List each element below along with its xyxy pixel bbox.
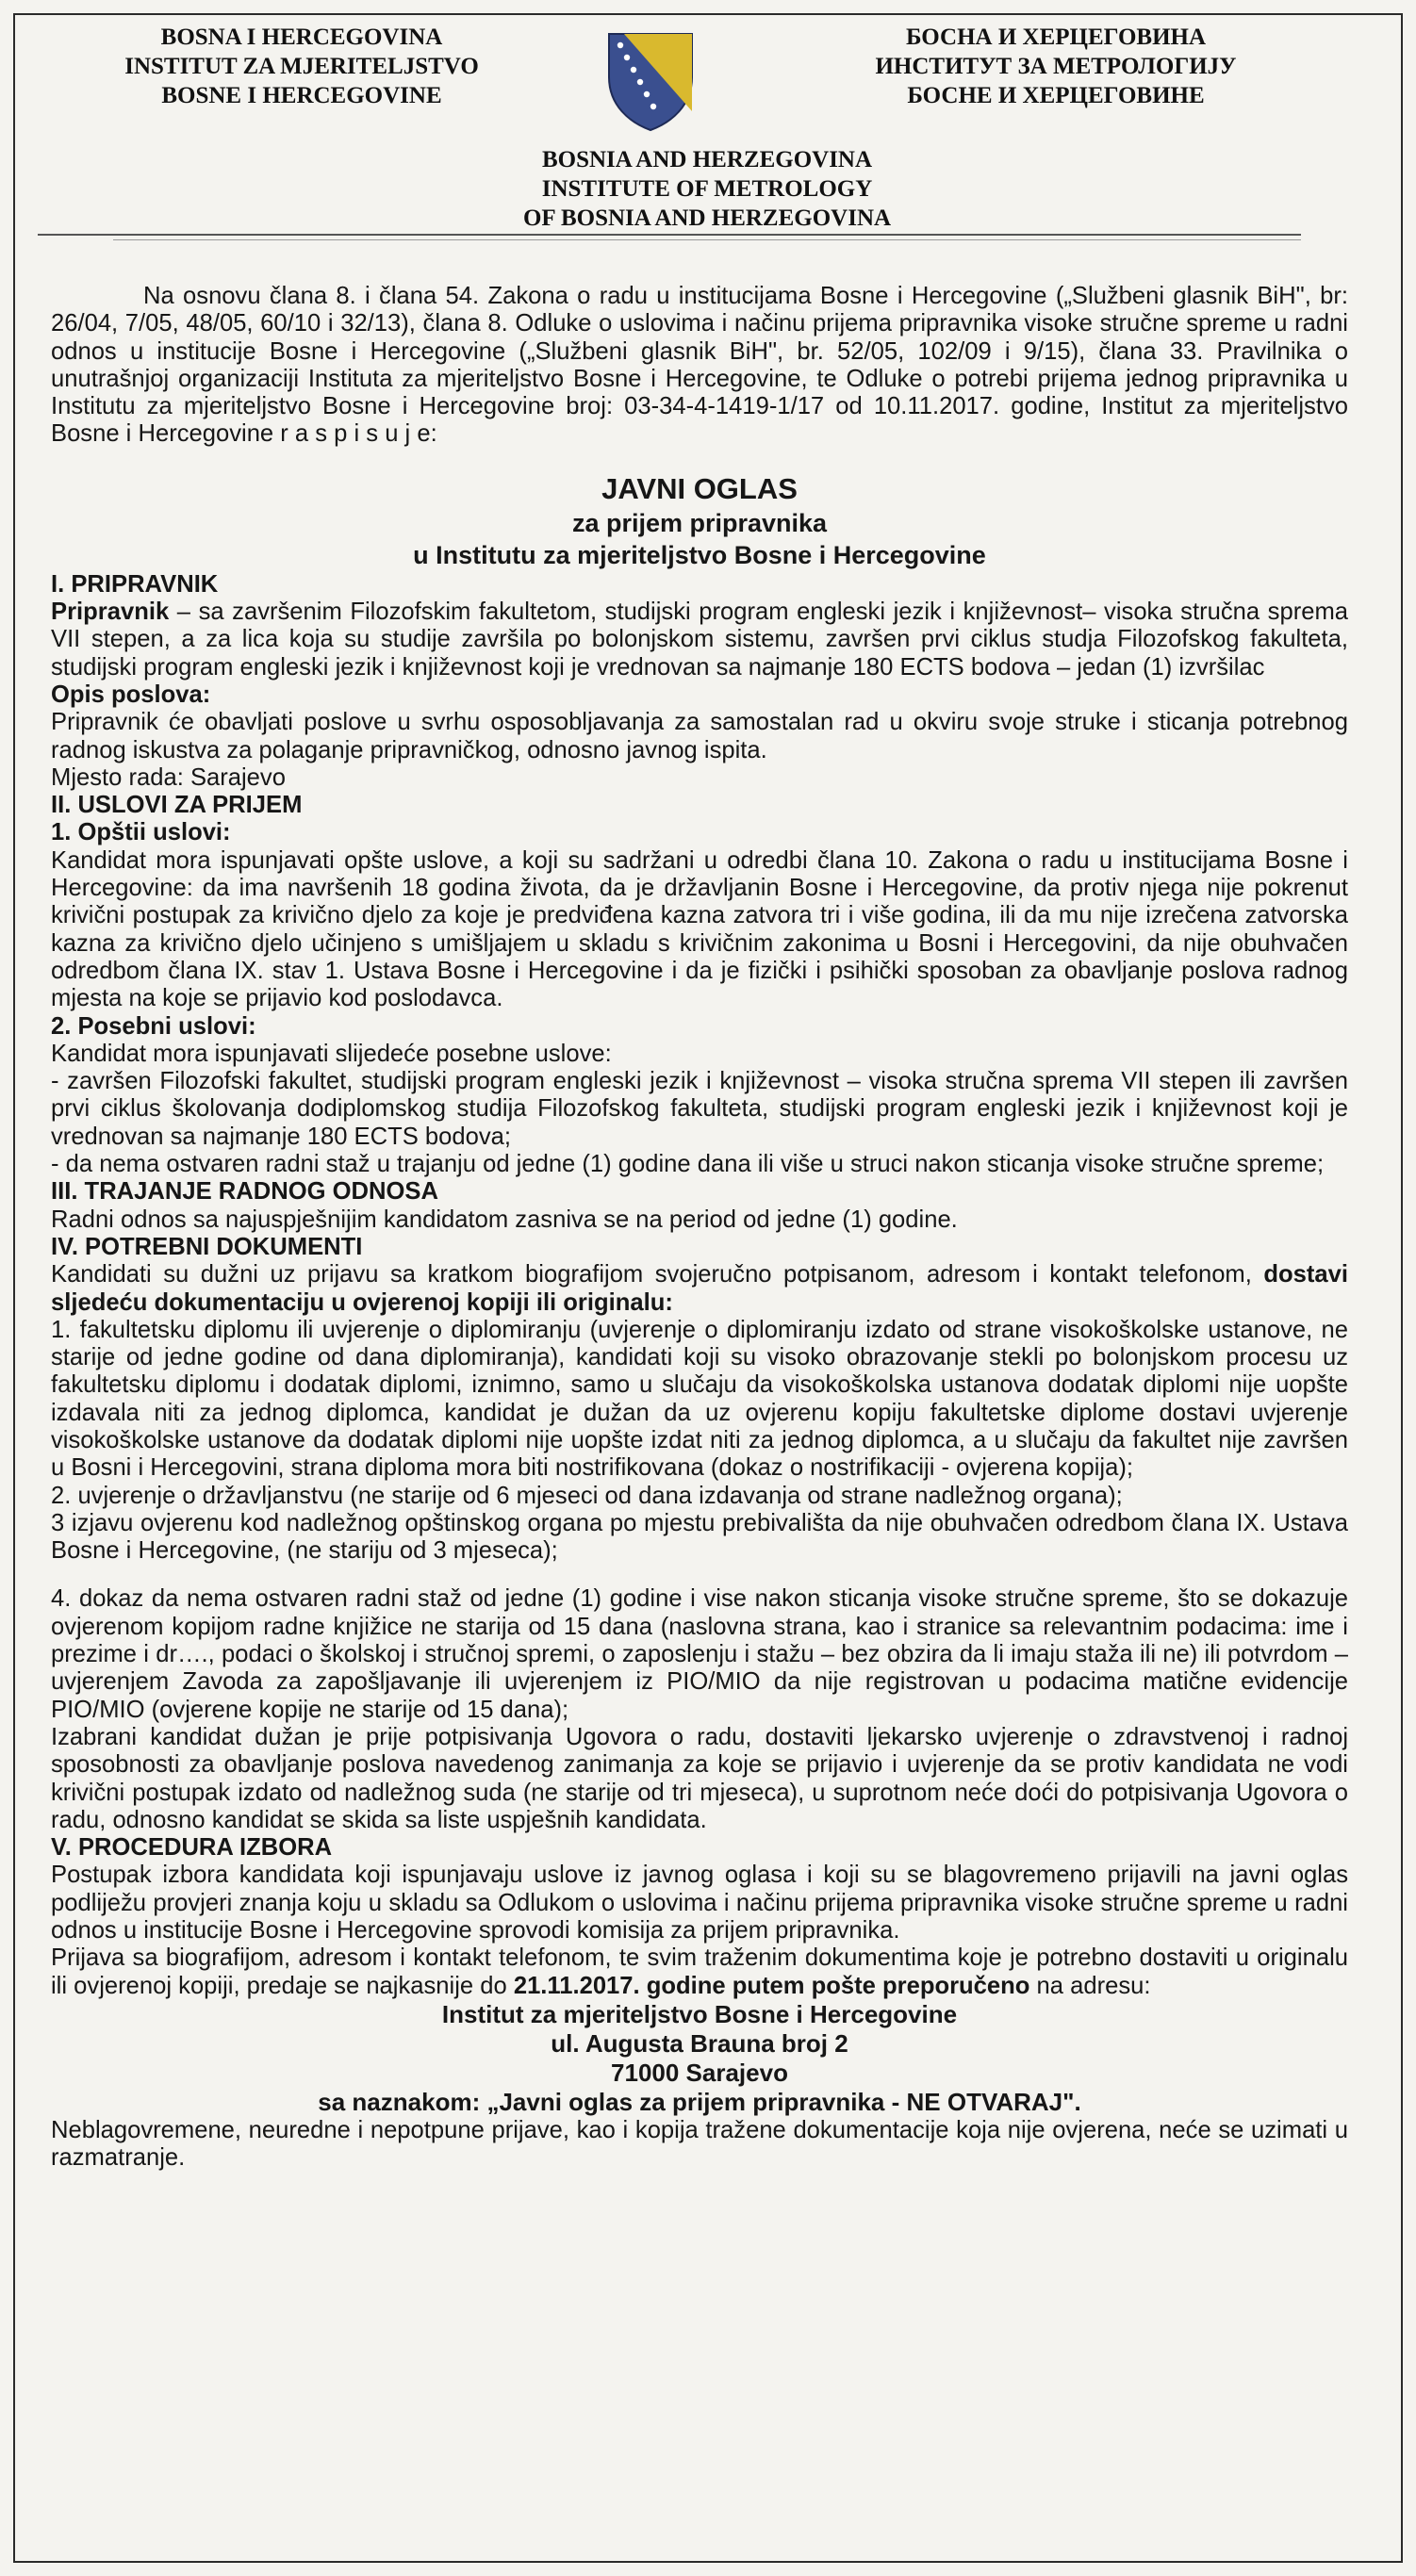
- address-line: ul. Augusta Brauna broj 2: [551, 2028, 848, 2058]
- letterhead-line: INSTITUTE OF METROLOGY: [541, 176, 873, 202]
- document-body: [51, 283, 1348, 2173]
- bih-coat-of-arms-icon: [603, 30, 698, 134]
- documents-intro: [51, 1261, 1348, 1317]
- subsection-heading: Opis poslova:: [51, 681, 211, 708]
- notice-title: JAVNI OGLAS: [601, 471, 798, 505]
- procedure-text: Postupak izbora kandidata koji ispunjavaju uslove iz javnog oglasa i koji su se blagovremeno prijavili na javni oglas podliježu provjeri znanja koju u skladu sa Odlukom o uslovima i načinu prijema pripravnika visoke stručne spreme u radni odnos u institucije Bosne i Hercegovine sprovodi komisija za prijem pripravnika.: [51, 1862, 1348, 1944]
- letterhead-line: БОСНА И ХЕРЦЕГОВИНА: [905, 25, 1207, 50]
- letterhead-english: [377, 145, 1037, 233]
- position-description: [51, 599, 1348, 681]
- section-heading: III. TRAJANJE RADNOG ODNOSA: [51, 1178, 438, 1206]
- section-heading: V. PROCEDURA IZBORA: [51, 1834, 333, 1862]
- header-divider-thin: [113, 239, 1301, 240]
- letterhead-line: БОСНЕ И ХЕРЦЕГОВИНЕ: [907, 83, 1205, 108]
- envelope-marking: sa naznakom: „Javni oglas za prijem pripravnika - NE OTVARAJ".: [318, 2087, 1081, 2116]
- submission-plain: Prijava sa biografijom, adresom i kontakt telefonom, te svim traženim dokumentima koje je potrebno dostaviti u originalu ili ovjerenoj kopiji, predaje se najkasnije do: [51, 1944, 1348, 1999]
- special-conditions-intro: Kandidat mora ispunjavati slijedeće posebne uslove:: [51, 1040, 612, 1067]
- documents-intro-emphasis: dostavi sljedeću dokumentaciju u ovjerenoj kopiji ili originalu:: [51, 1261, 1348, 1316]
- closing-text: Neblagovremene, neuredne i nepotpune prijave, kao i kopija tražene dokumentacije koja nije ovjerena, neće se uzimati u razmatranje.: [51, 2116, 1348, 2172]
- address-line: Institut za mjeriteljstvo Bosne i Hercegovine: [441, 1999, 958, 2028]
- general-conditions-text: Kandidat mora ispunjavati opšte uslove, a koji su sadržani u odredbi člana 10. Zakona o radu u institucijama Bosne i Hercegovine: da ima navršenih 18 godina života, da je državljanin Bosne i Hercegovine, da protiv njega nije pokrenut krivični postupak za krivično djelo za koje je predviđena kazna zatvora tri i više godina, ili da mu nije izrečena zatvorska kazna za krivično djelo učinjeno s umišljajem u skladu s krivičnim zakonima u Bosni i Hercegovini, da nije obuhvačen odredbom člana IX. stav 1. Ustava Bosne i Hercegovine i da je fizički i psihički sposoban za obavljanje poslova radnog mjesta na koje se prijavio kod poslodavca.: [51, 846, 1348, 1012]
- submission-text: [51, 1944, 1348, 2000]
- duration-text: Radni odnos sa najuspješnijim kandidatom zasniva se na period od jedne (1) godine.: [51, 1206, 958, 1233]
- document-item: 3 izjavu ovjerenu kod nadležnog opštinskog organa po mjestu prebivališta da nije obuhvačen odredbom člana IX. Ustava Bosne i Hercegovine, (ne stariju od 3 mjeseca);: [51, 1509, 1348, 1565]
- submission-deadline: 21.11.2017. godine putem pošte preporučeno: [513, 1972, 1030, 1999]
- letterhead-line: BOSNE I HERCEGOVINE: [161, 83, 442, 108]
- position-text: – sa završenim Filozofskim fakultetom, studijski program engleski jezik i književnost– visoka stručna sprema VII stepen, a za lica koja su studije završila po bolonjskom sistemu, završen prvi ciklus studja Filozofskog fakulteta, studijski program engleski jezik i književnost koji je vrednovan sa najmanje 180 ECTS bodova – jedan (1) izvršilac: [51, 599, 1348, 681]
- letterhead-line: INSTITUT ZA MJERITELJSTVO: [124, 54, 479, 79]
- documents-intro-text: Kandidati su dužni uz prijavu sa kratkom biografijom svojeručno potpisanom, adresom i kontakt telefonom,: [51, 1261, 1264, 1288]
- document-item: 1. fakultetsku diplomu ili uvjerenje o diplomiranju (uvjerenje o diplomiranju izdato od strane visokoškolske ustanove, ne starije od jedne godine od dana diplomiranja), kandidati koji su visoko obrazovanje stekli po bolonjskom procesu uz fakultetsku diplomu i dodatak diplomi, iznimno, samo u slučaju da visokoškolska ustanova dodatak diplomi nije uopšte izdavala niti za jednog diplomca, kandidat je dužan da uz ovjerenu kopiju fakultetske diplome dostavi uvjerenje visokoškolske ustanove da dodatak diplomi nije uopšte izdat niti za jednog diplomca, a u slučaju da fakultet nije završen u Bosni i Hercegovini, strana diploma mora biti nostrifikovana (dokaz o nostrifikaciji - ovjerena kopija);: [51, 1316, 1348, 1482]
- position-lead: Pripravnik: [51, 599, 170, 626]
- selected-candidate-text: Izabrani kandidat dužan je prije potpisivanja Ugovora o radu, dostaviti ljekarsko uvjerenje o zdravstvenoj i radnoj sposobnosti za obavljanje poslova navedenog zanimanja za koje se prijavio i uvjerenje da se protiv kandidata ne vodi krivični postupak izdato od nadležnog suda (ne starije od tri mjeseca), u suprotnom neće doći do potpisivanja Ugovora o radu, odnosno kandidat se skida sa liste uspješnih kandidata.: [51, 1723, 1348, 1833]
- letterhead: [0, 23, 1416, 258]
- intro-paragraph: Na osnovu člana 8. i člana 54. Zakona o radu u institucijama Bosne i Hercegovine („Službeni glasnik BiH", br: 26/04, 7/05, 48/05, 60/10 i 32/13), člana 8. Odluke o uslovima i načinu prijema pripravnika visoke stručne spreme u radni odnos u institucije Bosne i Hercegovine („Službeni glasnik BiH", br. 52/05, 102/09 i 9/15), člana 33. Pravilnika o unutrašnjoj organizaciji Instituta za mjeriteljstvo Bosne i Hercegovine, te Odluke o potrebi prijema jednog pripravnika u Institutu za mjeriteljstvo Bosne i Hercegovine broj: 03-34-4-1419-1/17 od 10.11.2017. godine, Institut za mjeriteljstvo Bosne i Hercegovine r a s p i s u j e:: [51, 283, 1348, 448]
- section-heading: II. USLOVI ZA PRIJEM: [51, 792, 303, 819]
- address-line: 71000 Sarajevo: [611, 2058, 788, 2087]
- special-condition-item: - završen Filozofski fakultet, studijski program engleski jezik i književnost – visoka stručna sprema VII stepen ili završen prvi ciklus školovanja dodiplomskog studija Filozofskog fakulteta, studijski program engleski jezik i književnost koji je vrednovan sa najmanje 180 ECTS bodova;: [51, 1068, 1348, 1150]
- special-condition-item: - da nema ostvaren radni staž u trajanju od jedne (1) godine dana ili više u struci nakon sticanja visoke stručne spreme;: [51, 1151, 1325, 1178]
- subsection-heading: 2. Posebni uslovi:: [51, 1012, 256, 1040]
- section-heading: I. PRIPRAVNIK: [51, 570, 219, 598]
- section-heading: IV. POTREBNI DOKUMENTI: [51, 1233, 363, 1260]
- subsection-heading: 1. Opštii uslovi:: [51, 819, 231, 846]
- letterhead-right: [811, 23, 1301, 110]
- notice-subtitle: u Institutu za mjeriteljstvo Bosne i Hercegovine: [413, 540, 986, 569]
- letterhead-line: OF BOSNIA AND HERZEGOVINA: [522, 205, 892, 231]
- letterhead-line: ИНСТИТУТ ЗА МЕТРОЛОГИЈУ: [875, 54, 1237, 79]
- submission-end: na adresu:: [1029, 1972, 1151, 1999]
- document-item: 2. uvjerenje o državljanstvu (ne starije od 6 mjeseci od dana izdavanja od strane nadležnog organa);: [51, 1482, 1123, 1509]
- work-location: Mjesto rada: Sarajevo: [51, 763, 286, 791]
- document-item: 4. dokaz da nema ostvaren radni staž od jedne (1) godine i vise nakon sticanja visoke stručne spreme, što se dokazuje ovjerenom kopijom radne knjižice ne starija od 15 dana (naslovna strana, kao i stranice sa relevantnim podacima: ime i prezime i dr…., podaci o školskoj i stručnoj spremi, o zaposlenju i stažu – bez obzira da li imaju staža ili ne) ili potvrdom – uvjerenjem Zavoda za zapošljavanje ili uvjerenjem iz PIO/MIO da nije registrovan u podacima matične evidencije PIO/MIO (ovjerene kopije ne starije od 15 dana);: [51, 1585, 1348, 1723]
- spacer: [51, 1565, 1348, 1585]
- letterhead-line: BOSNIA AND HERZEGOVINA: [541, 147, 873, 172]
- notice-subtitle: za prijem pripravnika: [571, 508, 828, 537]
- letterhead-left: [66, 23, 537, 110]
- letterhead-line: BOSNA I HERCEGOVINA: [160, 25, 443, 50]
- header-divider: [38, 234, 1301, 236]
- duties-text: Pripravnik će obavljati poslove u svrhu osposobljavanja za samostalan rad u okviru svoje struke i sticanja potrebnog radnog iskustva za polaganje pripravničkog, odnosno javnog ispita.: [51, 709, 1348, 763]
